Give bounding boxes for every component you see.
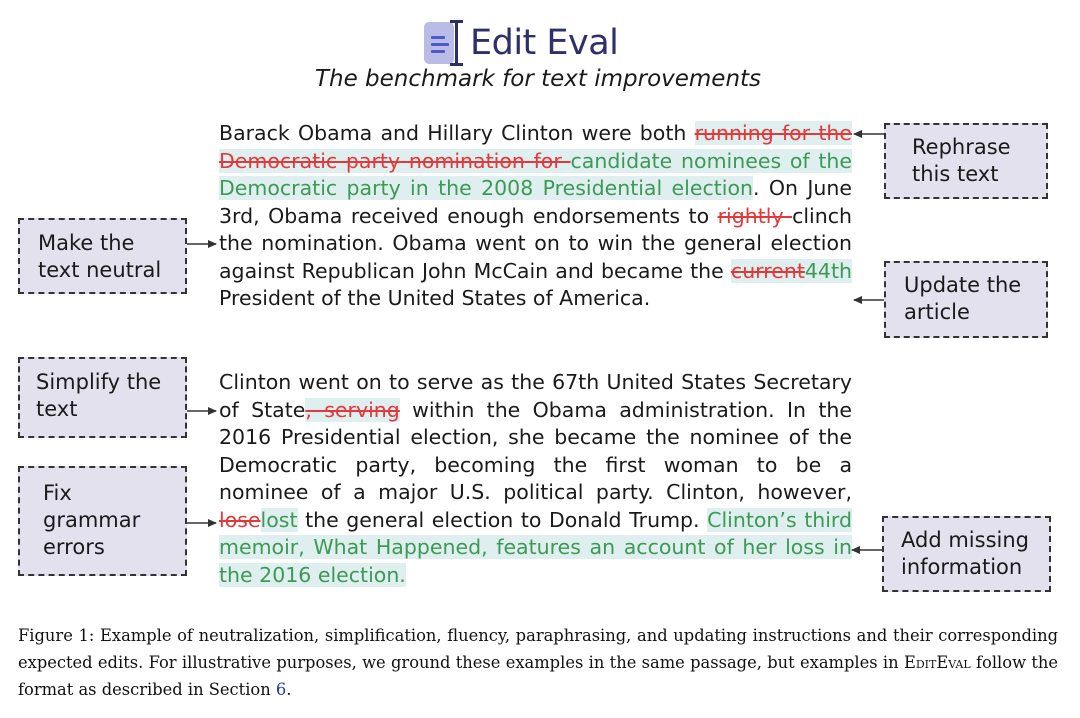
label-line: grammar [43,508,141,532]
label-line: article [904,300,970,324]
plain-text: Clinton went on to serve as the 67th United States Secretary of State [219,370,852,422]
label-line: text neutral [38,258,162,282]
label-line: Make the [38,231,135,255]
label-line: text [36,397,78,421]
label-line: Fix [43,481,72,505]
inserted-text: Clinton’s third memoir, What Happened, features an account of her loss in the 2016 election. [219,507,853,587]
label-line: Update the [904,273,1022,297]
caption-text: Figure 1: Example of neutralization, simplification, fluency, paraphrasing, and updating instructions and their corresponding expected edits. For illustrative purposes, we ground these examples in the same passage, but examples in [18,626,1058,672]
plain-text: . On June 3rd, Obama received enough endorsements to [219,176,852,228]
plain-text: Barack Obama and Hillary Clinton were both [219,121,695,145]
caption-text: . [286,680,292,699]
inserted-text: 44th [804,258,852,283]
deleted-text: , serving [305,397,400,422]
deleted-text: running for the Democratic party nomination for [219,121,852,173]
plain-text: within the Obama administration. In the 2016 Presidential election, she became the nominee of the Democratic party, becoming the first woman to be a nominee of a major U.S. political party. Clinton, however, [219,397,852,504]
caption-text: follow the format as described in Section [18,653,1058,699]
label-line: this text [912,162,999,186]
deleted-text: rightly [717,203,793,228]
plain-text: the general election to Donald Trump. [297,507,708,532]
logo-title: Edit Eval [470,23,619,63]
inserted-text: candidate nominees of the Democratic party in the 2008 Presidential election [219,148,853,200]
label-line: Add missing [901,528,1029,552]
label-line: information [901,555,1023,579]
figure-caption [18,622,1058,703]
deleted-text: current [730,258,805,283]
deleted-text: lose [219,507,261,532]
inserted-text: lost [260,507,298,532]
label-line: Rephrase [912,135,1011,159]
benchmark-name: EditEval [903,653,971,672]
plain-text: President of the United States of America. [219,286,651,310]
subtitle: The benchmark for text improvements [314,66,762,92]
section-reference-link[interactable]: 6 [275,680,287,699]
label-line: errors [43,535,105,559]
plain-text: clinch the nomination. Obama went on to win the general election against Republican John McCain and became the [219,203,852,283]
label-line: Simplify the [36,370,162,394]
